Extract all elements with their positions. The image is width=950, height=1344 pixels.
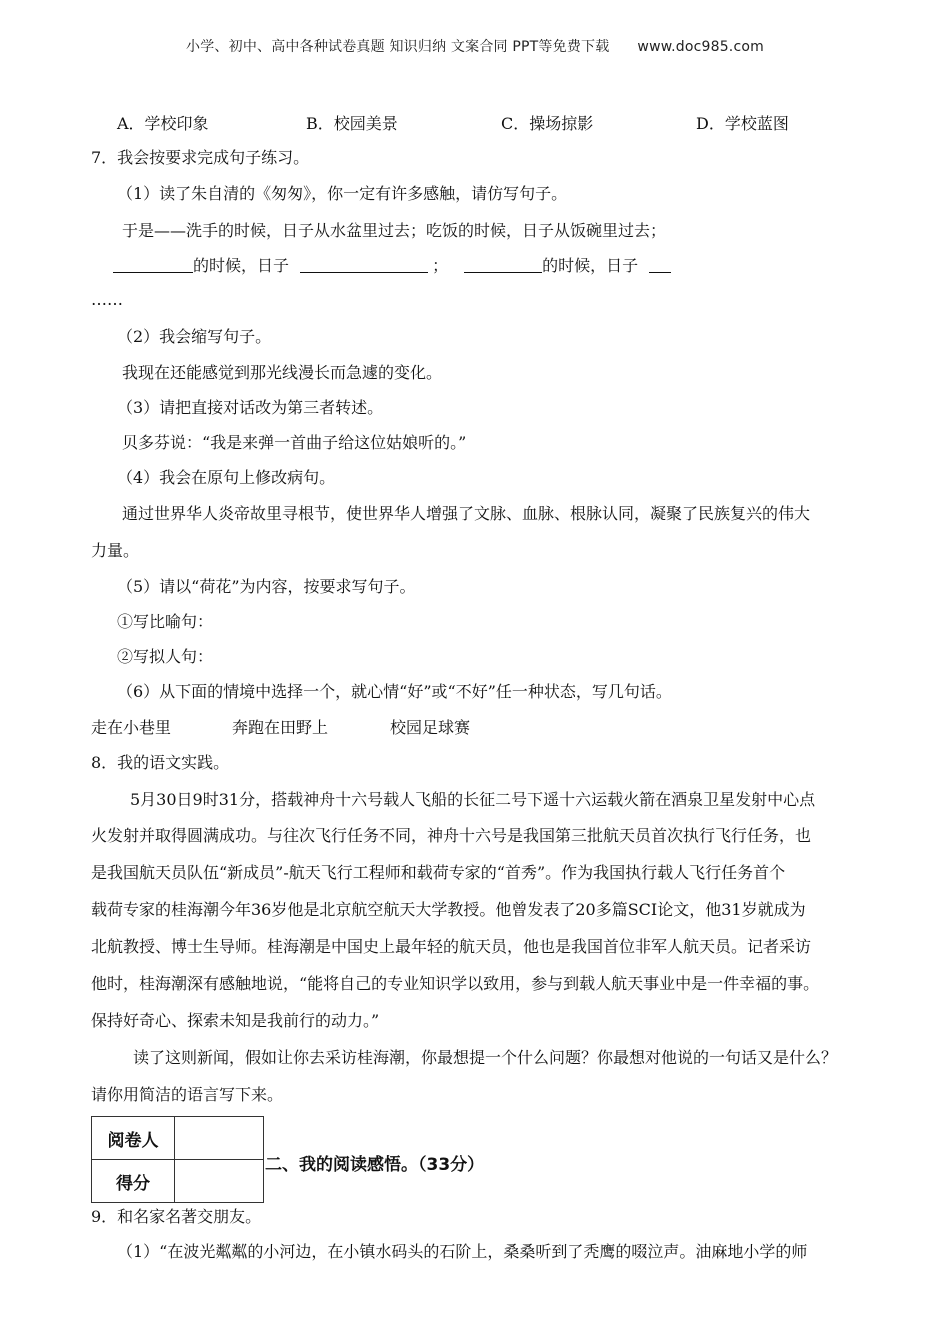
q7-p6-choice: 校园足球赛 bbox=[390, 718, 471, 737]
answer-blank[interactable] bbox=[649, 256, 671, 273]
header-site: www.doc985.com bbox=[637, 39, 764, 55]
q7-p1-fill-line bbox=[113, 255, 671, 277]
page-header bbox=[0, 36, 950, 56]
q8-task-a: 读了这则新闻，假如让你去采访桂海潮，你最想提一个什么问题？你最想对他说的一句话又是什么？ bbox=[133, 1048, 838, 1067]
q8-title: 8．我的语文实践。 bbox=[91, 753, 230, 772]
q7-p1-when: 的时候，日子 bbox=[193, 256, 290, 275]
q6-option-a: A．学校印象 bbox=[117, 114, 209, 133]
score-cell[interactable] bbox=[175, 1160, 264, 1203]
q8-news-line: 载荷专家的桂海潮今年36岁他是北京航空航天大学教授。他曾发表了20多篇SCI论文，他31岁就成为 bbox=[91, 900, 806, 919]
q7-p4-text-b: 力量。 bbox=[91, 541, 140, 560]
q7-p1-prompt: （1）读了朱自清的《匆匆》，你一定有许多感触，请仿写句子。 bbox=[117, 184, 568, 203]
section-2-title: 二、我的阅读感悟。（33分） bbox=[265, 1155, 485, 1175]
q7-p1-when-2: 的时候，日子 bbox=[542, 256, 639, 275]
q9-title: 9．和名家名著交朋友。 bbox=[91, 1207, 262, 1226]
q8-news-line: 北航教授、博士生导师。桂海潮是中国史上最年轻的航天员，他也是我国首位非军人航天员。记者采访 bbox=[91, 937, 812, 956]
q6-option-b: B．校园美景 bbox=[306, 114, 398, 133]
q9-p1: （1）“在波光粼粼的小河边，在小镇水码头的石阶上，桑桑听到了秃鹰的啜泣声。油麻地小学的师 bbox=[117, 1242, 808, 1261]
answer-blank[interactable] bbox=[300, 256, 428, 273]
q7-title: 7．我会按要求完成句子练习。 bbox=[91, 148, 310, 167]
q7-p2-text: 我现在还能感觉到那光线漫长而急遽的变化。 bbox=[122, 363, 443, 382]
q8-news-line: 是我国航天员队伍“新成员”-航天飞行工程师和载荷专家的“首秀”。作为我国执行载人飞行任务首个 bbox=[91, 863, 786, 882]
reviewer-cell[interactable] bbox=[175, 1117, 264, 1160]
q7-p5-simile: ①写比喻句： bbox=[117, 612, 214, 631]
score-table bbox=[91, 1116, 264, 1203]
q7-p4-prompt: （4）我会在原句上修改病句。 bbox=[117, 468, 336, 487]
q7-p5-personify: ②写拟人句： bbox=[117, 647, 214, 666]
q8-news-line: 他时，桂海潮深有感触地说，“能将自己的专业知识学以致用，参与到载人航天事业中是一件幸福的事。 bbox=[91, 974, 820, 993]
q7-p1-sep: ； bbox=[432, 256, 449, 275]
q7-p3-prompt: （3）请把直接对话改为第三者转述。 bbox=[117, 398, 384, 417]
q6-option-d: D．学校蓝图 bbox=[696, 114, 789, 133]
reviewer-label: 阅卷人 bbox=[92, 1117, 175, 1160]
q7-p6-prompt: （6）从下面的情境中选择一个，就心情“好”或“不好”任一种状态，写几句话。 bbox=[117, 682, 672, 701]
q7-p1-ellipsis: …… bbox=[91, 290, 123, 309]
q7-p3-text: 贝多芬说：“我是来弹一首曲子给这位姑娘听的。” bbox=[122, 433, 467, 452]
q8-news-line: 保持好奇心、探索未知是我前行的动力。” bbox=[91, 1011, 380, 1030]
q7-p5-prompt: （5）请以“荷花”为内容，按要求写句子。 bbox=[117, 577, 416, 596]
q7-p4-text-a: 通过世界华人炎帝故里寻根节，使世界华人增强了文脉、血脉、根脉认同，凝聚了民族复兴的伟大 bbox=[122, 504, 811, 523]
answer-blank[interactable] bbox=[464, 256, 542, 273]
q8-task-b: 请你用简洁的语言写下来。 bbox=[91, 1085, 284, 1104]
answer-blank[interactable] bbox=[113, 256, 193, 273]
header-text: 小学、初中、高中各种试卷真题 知识归纳 文案合同 PPT等免费下载 bbox=[186, 39, 610, 55]
q8-news-line: 5月30日9时31分，搭载神舟十六号载人飞船的长征二号下遥十六运载火箭在酒泉卫星发射中心点 bbox=[130, 790, 816, 809]
q6-option-c: C．操场掠影 bbox=[501, 114, 594, 133]
q7-p2-prompt: （2）我会缩写句子。 bbox=[117, 327, 272, 346]
q7-p1-example: 于是——洗手的时候，日子从水盆里过去；吃饭的时候，日子从饭碗里过去； bbox=[122, 221, 667, 240]
score-label: 得分 bbox=[92, 1160, 175, 1203]
q7-p6-choice: 奔跑在田野上 bbox=[232, 718, 329, 737]
q7-p6-choice: 走在小巷里 bbox=[91, 718, 172, 737]
q8-news-line: 火发射并取得圆满成功。与往次飞行任务不同，神舟十六号是我国第三批航天员首次执行飞行任务，也 bbox=[91, 826, 812, 845]
